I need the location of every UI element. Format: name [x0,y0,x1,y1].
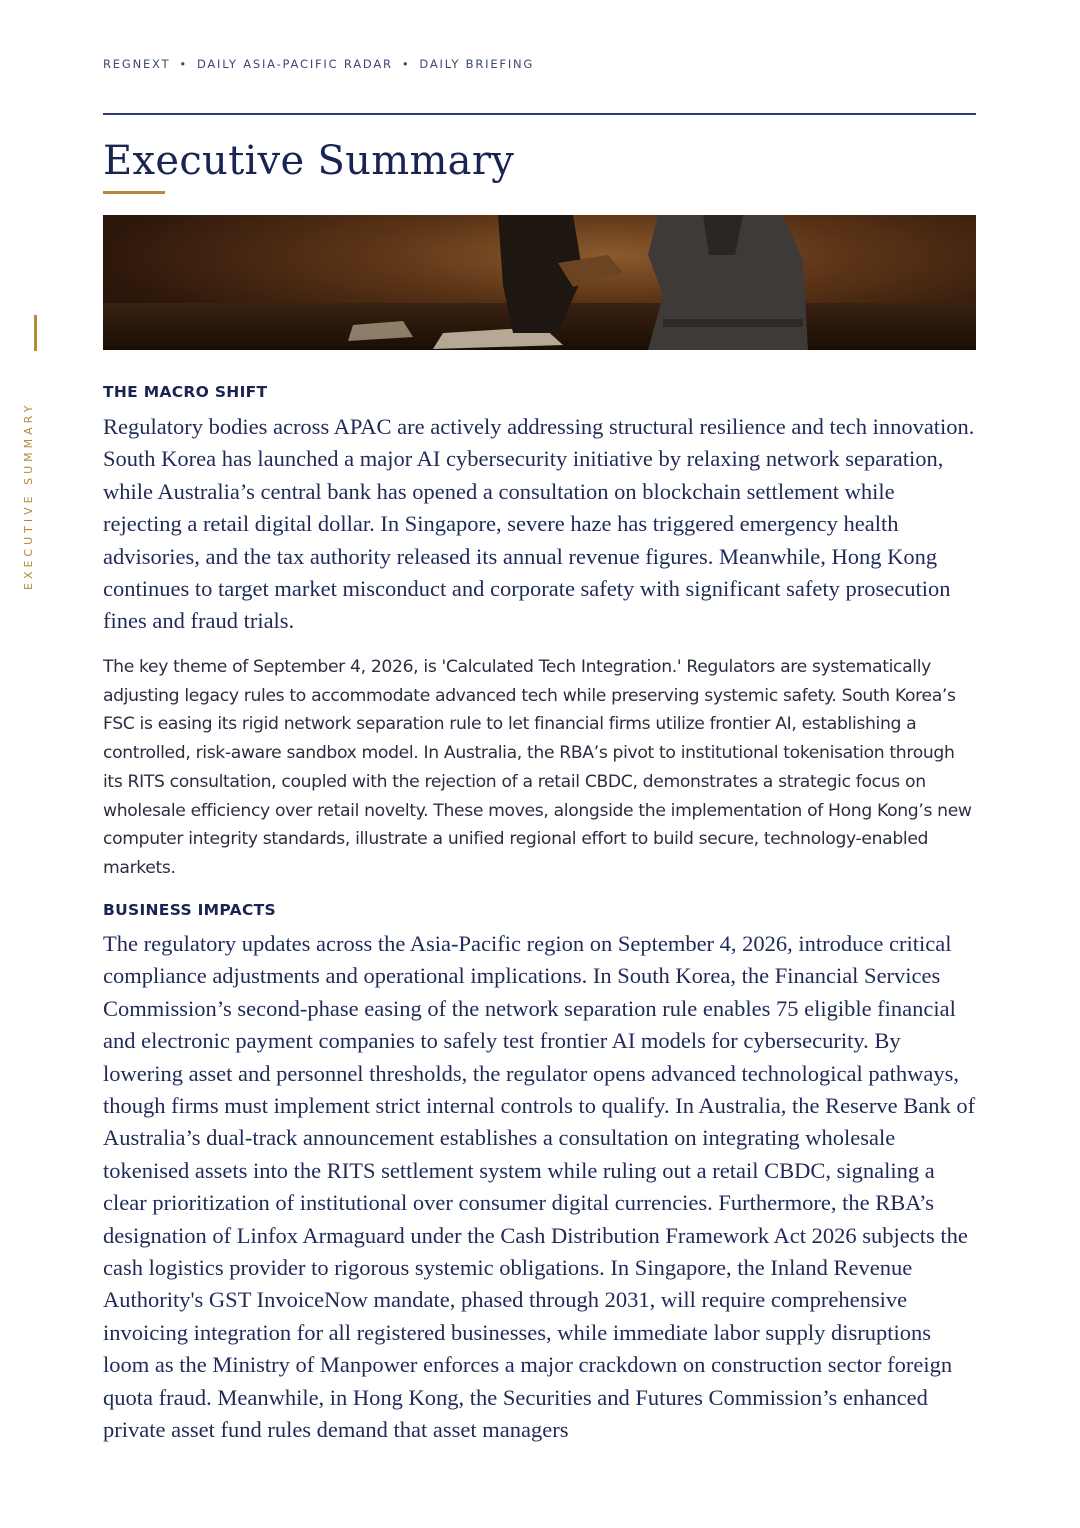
header-divider [103,113,976,115]
hero-illustration [103,215,976,350]
breadcrumb-item: DAILY ASIA-PACIFIC RADAR [196,57,393,71]
hero-image [103,215,976,350]
side-accent-bar [34,315,37,351]
macro-shift-body: The key theme of September 4, 2026, is 'Calculated Tech Integration.' Regulators are systematically adjusting legacy rules to accommodate advanced tech while preserving systemic safety. South Korea’s FSC is easing its rigid network separation rule to let financial firms utilize frontier AI, establishing a controlled, risk-aware sandbox model. In Australia, the RBA’s pivot to institutional tokenisation through its RITS consultation, coupled with the rejection of a retail CBDC, demonstrates a strategic focus on wholesale efficiency over retail novelty. These moves, alongside the implementation of Hong Kong’s new computer integrity standards, illustrate a unified regional effort to build secure, technology-enabled markets. [103,657,972,878]
section-heading-business-impacts: BUSINESS IMPACTS [103,901,276,919]
business-impacts-body: The regulatory updates across the Asia-Pacific region on September 4, 2026, introduce critical compliance adjustments and operational implications. In South Korea, the Financial Services Commission’s second-phase easing of the network separation rule enables 75 eligible financial and electronic payment companies to safely test frontier AI models for cybersecurity. By lowering asset and personnel thresholds, the regulator opens advanced technological pathways, though firms must implement strict internal controls to qualify. In Australia, the Reserve Bank of Australia’s dual-track announcement establishes a consultation on integrating wholesale tokenised assets into the RITS settlement system while ruling out a retail CBDC, signaling a clear prioritization of institutional over consumer digital currencies. Furthermore, the RBA’s designation of Linfox Armaguard under the Cash Distribution Framework Act 2026 subjects the cash logistics provider to rigorous systemic obligations. In Singapore, the Inland Revenue Authority's GST InvoiceNow mandate, phased through 2031, will require comprehensive invoicing integration for all registered businesses, while immediate labor supply disruptions loom as the Ministry of Manpower enforces a major crackdown on construction sector foreign quota fraud. Meanwhile, in Hong Kong, the Securities and Futures Commission’s enhanced private asset fund rules demand that asset managers [103,931,976,1443]
breadcrumb [103,57,534,71]
title-underline [103,191,165,194]
breadcrumb-item: REGNEXT [103,57,171,71]
breadcrumb-separator: • [179,57,188,71]
page-title: Executive Summary [103,138,515,184]
side-section-label: EXECUTIVE SUMMARY [22,401,35,590]
breadcrumb-separator: • [401,57,411,71]
belt [663,319,803,327]
section-heading-macro-shift: THE MACRO SHIFT [103,383,268,401]
breadcrumb-item: DAILY BRIEFING [419,57,535,71]
macro-shift-lead: Regulatory bodies across APAC are actively addressing structural resilience and tech innovation. South Korea has launched a major AI cybersecurity initiative by relaxing network separation, while Australia’s central bank has opened a consultation on blockchain settlement while rejecting a retail digital dollar. In Singapore, severe haze has triggered emergency health advisories, and the tax authority released its annual revenue figures. Meanwhile, Hong Kong continues to target market misconduct and corporate safety with significant safety prosecution fines and fraud trials. [103,414,975,634]
